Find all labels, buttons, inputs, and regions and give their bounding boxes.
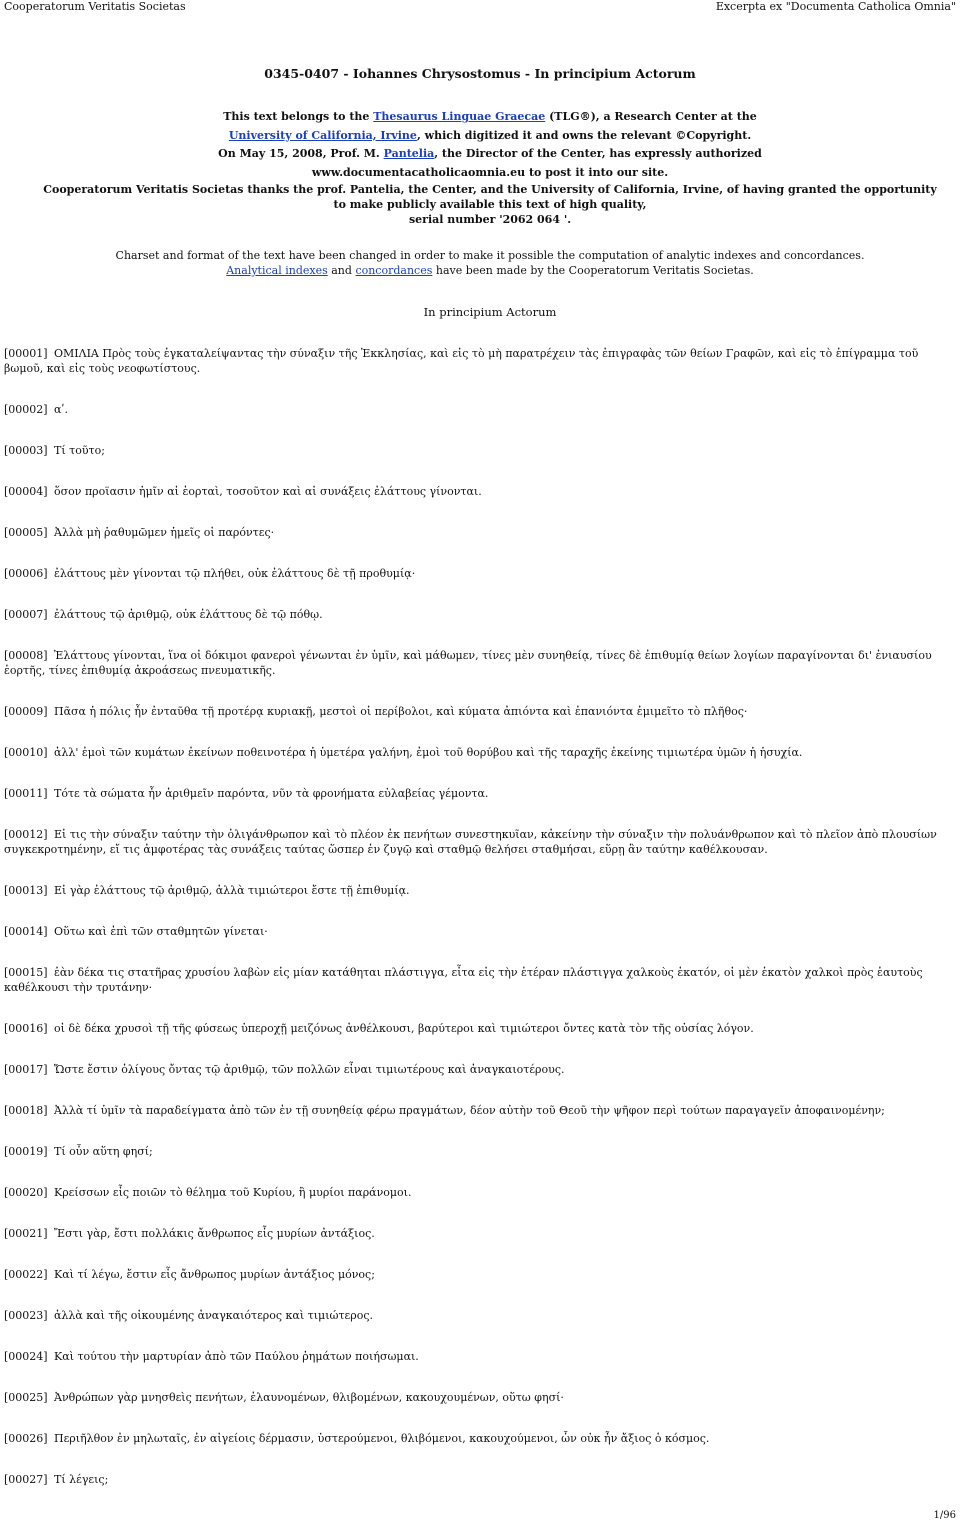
paragraph-text: Ἔστι γὰρ, ἔστι πολλάκις ἄνθρωπος εἷς μυρίων ἀντάξιος. bbox=[54, 1227, 375, 1240]
paragraph-text: Πᾶσα ἡ πόλις ἦν ἐνταῦθα τῇ προτέρᾳ κυριακῇ, μεστοὶ οἱ περίβολοι, καὶ κύματα ἀπιόντα καὶ ἐπανιόντα ἐμιμεῖτο τὸ πλῆθος· bbox=[54, 705, 748, 718]
text-paragraph bbox=[4, 1226, 939, 1241]
paragraph-number: [00001] bbox=[4, 347, 48, 360]
paragraph-number: [00007] bbox=[4, 608, 48, 621]
paragraph-number: [00019] bbox=[4, 1145, 48, 1158]
text-paragraph bbox=[4, 1144, 939, 1159]
paragraph-text: ΟΜΙΛΙΑ Πρὸς τοὺς ἐγκαταλείψαντας τὴν σύναξιν τῆς Ἐκκλησίας, καὶ εἰς τὸ μὴ παρατρέχειν τὰς ἐπιγραφὰς τῶν θείων Γραφῶν, καὶ εἰς τὸ ἐπίγραμμα τοῦ βωμοῦ, καὶ εἰς τοὺς νεοφωτίστους. bbox=[4, 347, 919, 375]
text-body bbox=[4, 346, 939, 1513]
analytical-indexes-link[interactable]: Analytical indexes bbox=[226, 264, 328, 277]
paragraph-number: [00003] bbox=[4, 444, 48, 457]
text-paragraph bbox=[4, 1390, 939, 1405]
paragraph-text: Ὤστε ἔστιν ὀλίγους ὄντας τῷ ἀριθμῷ, τῶν πολλῶν εἶναι τιμιωτέρους καὶ ἀναγκαιοτέρους. bbox=[54, 1063, 565, 1076]
paragraph-text: Ἀνθρώπων γὰρ μνησθεὶς πενήτων, ἐλαυνομένων, θλιβομένων, κακουχουμένων, οὕτω φησί· bbox=[54, 1391, 564, 1404]
text-paragraph bbox=[4, 827, 939, 857]
text-paragraph bbox=[4, 1472, 939, 1487]
concordances-link[interactable]: concordances bbox=[355, 264, 433, 277]
paragraph-number: [00009] bbox=[4, 705, 48, 718]
text-paragraph bbox=[4, 924, 939, 939]
paragraph-text: Τί τοῦτο; bbox=[54, 444, 105, 457]
text-paragraph bbox=[4, 1062, 939, 1077]
paragraph-number: [00015] bbox=[4, 966, 48, 979]
paragraph-number: [00020] bbox=[4, 1186, 48, 1199]
paragraph-text: Τί λέγεις; bbox=[54, 1473, 109, 1486]
page-number: 1/96 bbox=[933, 1510, 956, 1521]
paragraph-text: αʹ. bbox=[54, 403, 68, 416]
paragraph-text: Εἰ γὰρ ἐλάττους τῷ ἀριθμῷ, ἀλλὰ τιμιώτεροι ἔστε τῇ ἐπιθυμίᾳ. bbox=[54, 884, 410, 897]
uci-link[interactable]: University of California, Irvine bbox=[228, 128, 417, 142]
copyright-notice bbox=[0, 108, 960, 227]
text-paragraph bbox=[4, 1021, 939, 1036]
paragraph-text: Τότε τὰ σώματα ἦν ἀριθμεῖν παρόντα, νῦν τὰ φρονήματα εὐλαβείας γέμοντα. bbox=[54, 787, 489, 800]
paragraph-text: ἐὰν δέκα τις στατῆρας χρυσίου λαβὼν εἰς μίαν κατάθηται πλάστιγγα, εἶτα εἰς τὴν ἑτέραν πλάστιγγα χαλκοὺς ἑκατόν, οἱ μὲν ἑκατὸν χαλκοὶ πρὸς ἑαυτοὺς καθέλκουσι τὴν τρυτάνην· bbox=[4, 966, 923, 994]
paragraph-number: [00024] bbox=[4, 1350, 48, 1363]
text-paragraph bbox=[4, 883, 939, 898]
text-paragraph bbox=[4, 346, 939, 376]
paragraph-number: [00023] bbox=[4, 1309, 48, 1322]
paragraph-text: Εἰ τις τὴν σύναξιν ταύτην τὴν ὀλιγάνθρωπον καὶ τὸ πλέον ἐκ πενήτων συνεστηκυῖαν, κἀκείνην τὴν σύναξιν τὴν πολυάνθρωπον καὶ τὸ πλεῖον ἀπὸ πλουσίων συγκεκροτημένην, εἴ τις ἀμφοτέρας τὰς συνάξεις ταύτας ὥσπερ ἐν ζυγῷ καὶ σταθμῷ θελήσει σταθμήσαι, εὕρῃ ἂν ταύτην καθέλκουσαν. bbox=[4, 828, 937, 856]
paragraph-number: [00006] bbox=[4, 567, 48, 580]
paragraph-text: ἀλλὰ καὶ τῆς οἰκουμένης ἀναγκαιότερος καὶ τιμιώτερος. bbox=[54, 1309, 374, 1322]
text-paragraph bbox=[4, 1267, 939, 1282]
paragraph-text: Ἀλλὰ τί ὑμῖν τὰ παραδείγματα ἀπὸ τῶν ἐν τῇ συνηθείᾳ φέρω πραγμάτων, δέον αὐτὴν τοῦ Θεοῦ τὴν ψῆφον περὶ τούτων παραγαγεῖν ἀποφαινομένην; bbox=[54, 1104, 885, 1117]
paragraph-number: [00026] bbox=[4, 1432, 48, 1445]
paragraph-number: [00004] bbox=[4, 485, 48, 498]
paragraph-number: [00025] bbox=[4, 1391, 48, 1404]
text-paragraph bbox=[4, 648, 939, 678]
paragraph-number: [00017] bbox=[4, 1063, 48, 1076]
serial-number: serial number '2062 064 '. bbox=[408, 213, 572, 226]
paragraph-number: [00002] bbox=[4, 403, 48, 416]
pantelia-link[interactable]: Pantelia bbox=[383, 147, 435, 160]
text-paragraph bbox=[4, 525, 939, 540]
paragraph-text: ἀλλ' ἐμοὶ τῶν κυμάτων ἐκείνων ποθεινοτέρα ἡ ὑμετέρα γαλήνη, ἐμοὶ τοῦ θορύβου καὶ τῆς ταραχῆς ἐκείνης τιμιωτέρα ὑμῶν ἡ ἡσυχία. bbox=[54, 746, 803, 759]
text-paragraph bbox=[4, 443, 939, 458]
text-paragraph bbox=[4, 704, 939, 719]
header-right: Excerpta ex "Documenta Catholica Omnia" bbox=[715, 0, 956, 13]
charset-line-2: Analytical indexes and concordances have been made by the Cooperatorum Veritatis Societas. bbox=[226, 264, 754, 277]
text-paragraph bbox=[4, 607, 939, 622]
tlg-link[interactable]: Thesaurus Linguae Graecae bbox=[373, 110, 546, 123]
text-paragraph bbox=[4, 786, 939, 801]
charset-notice bbox=[0, 248, 960, 278]
copyright-line-3: On May 15, 2008, Prof. M. Pantelia, the Director of the Center, has expressly authorized bbox=[218, 147, 762, 160]
paragraph-text: οἱ δὲ δέκα χρυσοὶ τῇ τῆς φύσεως ὑπεροχῇ μειζόνως ἀνθέλκουσι, βαρύτεροι καὶ τιμιώτεροι ὄντες κατὰ τὸν τῆς οὐσίας λόγον. bbox=[54, 1022, 754, 1035]
header-left: Cooperatorum Veritatis Societas bbox=[4, 0, 186, 13]
paragraph-text: ἐλάττους τῷ ἀριθμῷ, οὐκ ἐλάττους δὲ τῷ πόθῳ. bbox=[54, 608, 323, 621]
text-paragraph bbox=[4, 1185, 939, 1200]
paragraph-text: Κρείσσων εἷς ποιῶν τὸ θέλημα τοῦ Κυρίου, ἢ μυρίοι παράνομοι. bbox=[54, 1186, 412, 1199]
text-paragraph bbox=[4, 1349, 939, 1364]
paragraph-number: [00011] bbox=[4, 787, 48, 800]
text-paragraph bbox=[4, 566, 939, 581]
text-paragraph bbox=[4, 745, 939, 760]
paragraph-number: [00016] bbox=[4, 1022, 48, 1035]
paragraph-number: [00021] bbox=[4, 1227, 48, 1240]
charset-line-1: Charset and format of the text have been changed in order to make it possible the computation of analytic indexes and concordances. bbox=[115, 249, 865, 262]
copyright-line-2: University of California, Irvine, which digitized it and owns the relevant ©Copyright. bbox=[228, 128, 752, 142]
paragraph-number: [00027] bbox=[4, 1473, 48, 1486]
text-paragraph bbox=[4, 965, 939, 995]
copyright-line-4: www.documentacatholicaomnia.eu to post it into our site. bbox=[311, 165, 669, 179]
paragraph-number: [00013] bbox=[4, 884, 48, 897]
paragraph-text: Καὶ τούτου τὴν μαρτυρίαν ἀπὸ τῶν Παύλου ῥημάτων ποιήσωμαι. bbox=[54, 1350, 419, 1363]
text-paragraph bbox=[4, 484, 939, 499]
paragraph-text: Περιῆλθον ἐν μηλωταῖς, ἐν αἰγείοις δέρμασιν, ὑστερούμενοι, θλιβόμενοι, κακουχούμενοι, ὧν οὐκ ἦν ἄξιος ὁ κόσμος. bbox=[54, 1432, 710, 1445]
text-paragraph bbox=[4, 1431, 939, 1446]
paragraph-number: [00022] bbox=[4, 1268, 48, 1281]
paragraph-text: Καὶ τί λέγω, ἔστιν εἷς ἄνθρωπος μυρίων ἀντάξιος μόνος; bbox=[54, 1268, 375, 1281]
paragraph-number: [00005] bbox=[4, 526, 48, 539]
text-paragraph bbox=[4, 1308, 939, 1323]
paragraph-text: ἐλάττους μὲν γίνονται τῷ πλήθει, οὐκ ἐλάττους δὲ τῇ προθυμίᾳ· bbox=[54, 567, 416, 580]
paragraph-number: [00010] bbox=[4, 746, 48, 759]
paragraph-text: Ἐλάττους γίνονται, ἵνα οἱ δόκιμοι φανεροὶ γένωνται ἐν ὑμῖν, καὶ μάθωμεν, τίνες μὲν συνηθείᾳ, τίνες δὲ ἐπιθυμίᾳ θείων λογίων παραγίνονται δι' ἐνιαυσίου ἑορτῆς, τίνες ἐπιθυμίᾳ ἀκροάσεως πνευματικῆς. bbox=[4, 649, 932, 677]
text-paragraph bbox=[4, 1103, 939, 1118]
paragraph-text: Τί οὖν αὕτη φησί; bbox=[54, 1145, 153, 1158]
work-subtitle: In principium Actorum bbox=[423, 305, 557, 319]
paragraph-text: Ἀλλὰ μὴ ῥαθυμῶμεν ἡμεῖς οἱ παρόντες· bbox=[54, 526, 275, 539]
paragraph-number: [00014] bbox=[4, 925, 48, 938]
copyright-line-5: Cooperatorum Veritatis Societas thanks the prof. Pantelia, the Center, and the University of California, Irvine, of having granted the opportunity to make publicly available this text of high quality, bbox=[43, 183, 937, 211]
paragraph-number: [00008] bbox=[4, 649, 48, 662]
paragraph-number: [00012] bbox=[4, 828, 48, 841]
text-paragraph bbox=[4, 402, 939, 417]
paragraph-text: ὅσον προϊασιν ἡμῖν αἱ ἑορταὶ, τοσοῦτον καὶ αἱ συνάξεις ἐλάττους γίνονται. bbox=[54, 485, 482, 498]
document-title: 0345-0407 - Iohannes Chrysostomus - In principium Actorum bbox=[264, 66, 696, 81]
copyright-line-1: This text belongs to the Thesaurus Linguae Graecae (TLG®), a Research Center at the bbox=[223, 110, 757, 123]
paragraph-number: [00018] bbox=[4, 1104, 48, 1117]
paragraph-text: Οὕτω καὶ ἐπὶ τῶν σταθμητῶν γίνεται· bbox=[54, 925, 268, 938]
